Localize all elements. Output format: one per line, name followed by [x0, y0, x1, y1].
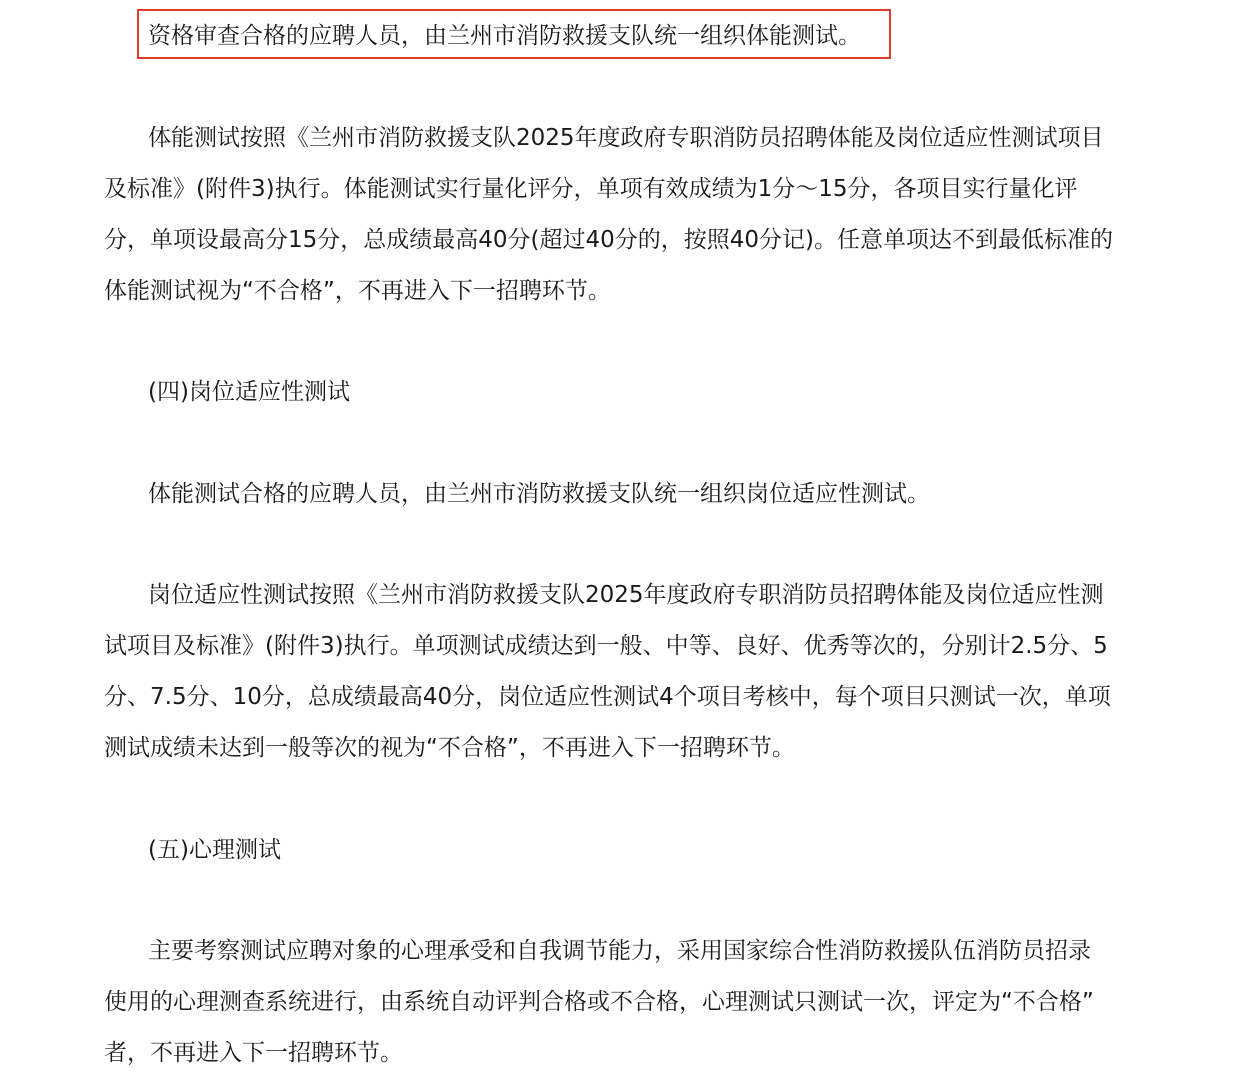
para-post-line-2: 试项目及标准》(附件3)执行。单项测试成绩达到一般、中等、良好、优秀等次的，分别计2.5分、5 [104, 633, 1108, 659]
para-psych-line-3: 者，不再进入下一招聘环节。 [104, 1040, 403, 1066]
section-heading-4: (四)岗位适应性测试 [148, 379, 350, 405]
section-heading-5: (五)心理测试 [148, 837, 281, 863]
para-psych-line-1: 主要考察测试应聘对象的心理承受和自我调节能力，采用国家综合性消防救援队伍消防员招录 [148, 938, 1091, 964]
para-post-line-4: 测试成绩未达到一般等次的视为“不合格”，不再进入下一招聘环节。 [104, 735, 795, 761]
para-psych-line-2: 使用的心理测查系统进行，由系统自动评判合格或不合格，心理测试只测试一次，评定为“不合格” [104, 989, 1094, 1015]
para-fitness-line-2: 及标准》(附件3)执行。体能测试实行量化评分，单项有效成绩为1分～15分，各项目实行量化评 [104, 176, 1078, 202]
para-fitness-line-1: 体能测试按照《兰州市消防救援支队2025年度政府专职消防员招聘体能及岗位适应性测试项目 [148, 125, 1104, 151]
para-fitness-line-3: 分，单项设最高分15分，总成绩最高40分(超过40分的，按照40分记)。任意单项达不到最低标准的 [104, 227, 1114, 253]
para-post-intro: 体能测试合格的应聘人员，由兰州市消防救援支队统一组织岗位适应性测试。 [148, 481, 930, 507]
highlighted-sentence: 资格审查合格的应聘人员，由兰州市消防救援支队统一组织体能测试。 [148, 23, 861, 49]
para-post-line-1: 岗位适应性测试按照《兰州市消防救援支队2025年度政府专职消防员招聘体能及岗位适应性测 [148, 582, 1104, 608]
para-post-line-3: 分、7.5分、10分，总成绩最高40分，岗位适应性测试4个项目考核中，每个项目只测试一次，单项 [104, 684, 1111, 710]
para-fitness-line-4: 体能测试视为“不合格”，不再进入下一招聘环节。 [104, 278, 611, 304]
